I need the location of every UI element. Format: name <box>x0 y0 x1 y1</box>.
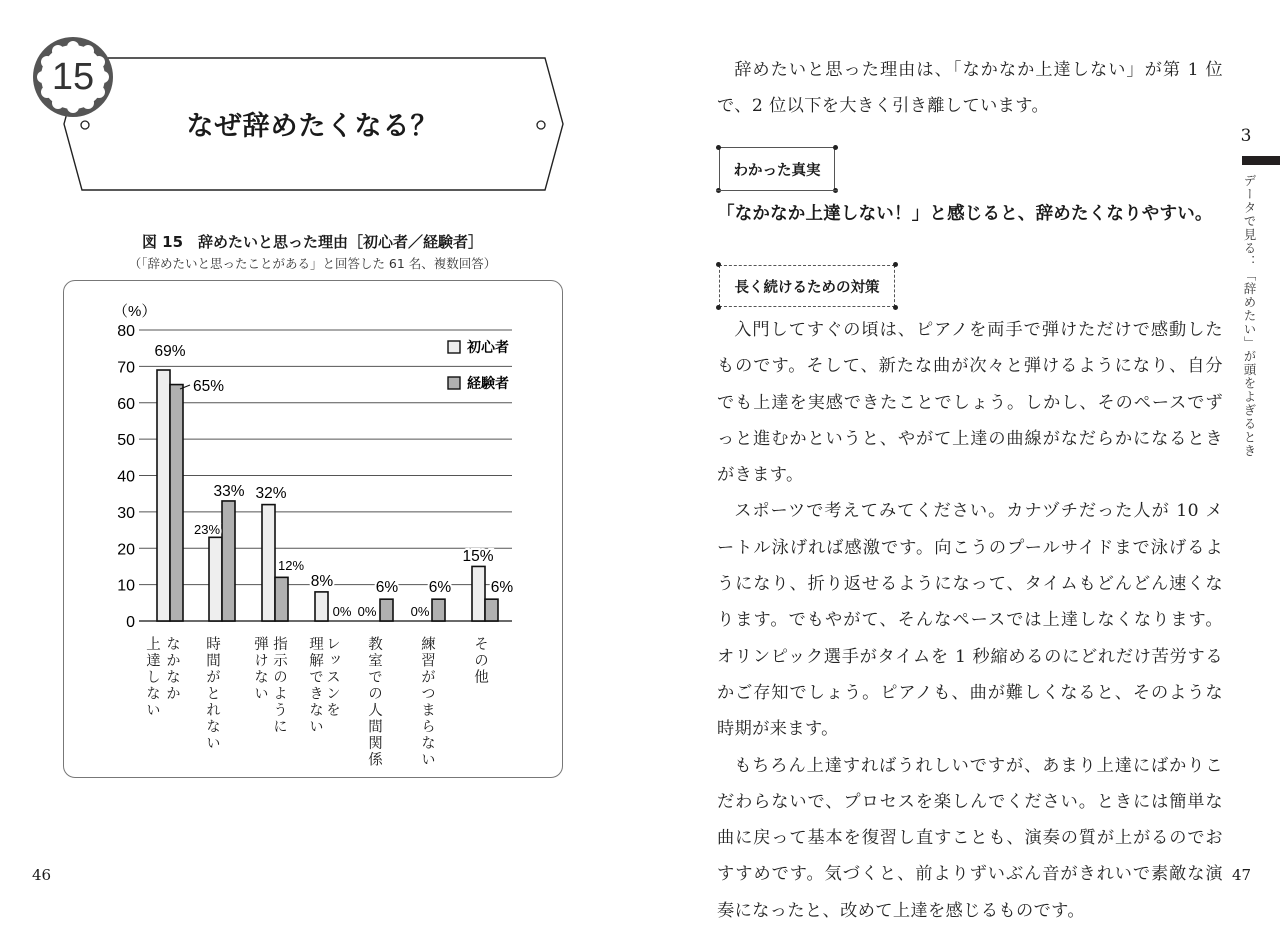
value-label: 23% <box>193 522 221 537</box>
body-paragraphs <box>717 312 1223 929</box>
value-label: 65% <box>193 378 225 395</box>
value-label: 0% <box>410 604 430 619</box>
legend-label: 経験者 <box>467 376 509 392</box>
bar <box>432 599 445 621</box>
y-tick-label: 80 <box>117 323 135 340</box>
bar <box>380 599 393 621</box>
bar <box>222 501 235 621</box>
value-label: 8% <box>310 573 334 590</box>
chapter-number: 3 <box>1240 126 1252 146</box>
y-tick-label: 70 <box>117 359 135 377</box>
truth-statement: 「なかなか上達しない！」と感じると、辞めたくなりやすい。 <box>717 204 1213 224</box>
value-label: 12% <box>277 558 305 573</box>
legend-swatch <box>448 341 460 353</box>
legend-swatch <box>448 377 460 389</box>
x-category-label: 練習がつまらない <box>419 636 435 768</box>
measures-label-box <box>719 265 895 307</box>
y-tick-label: 30 <box>117 504 135 522</box>
y-tick-label: 0 <box>126 614 135 631</box>
x-category-label: なかなか <box>164 636 180 702</box>
x-category-label: その他 <box>472 636 488 686</box>
section-number: 15 <box>51 55 95 98</box>
truth-label: わかった真実 <box>733 162 821 179</box>
x-category-label: 上達しない <box>144 636 160 719</box>
x-category-label: 弾けない <box>252 636 268 702</box>
intro-paragraph: 辞めたいと思った理由は、「なかなか上達しない」が第 1 位で、2 位以下を大きく引き離しています。 <box>717 60 1223 117</box>
y-tick-label: 10 <box>117 577 135 595</box>
y-axis-unit: （%） <box>113 303 157 320</box>
chapter-tab-bar <box>1242 156 1280 165</box>
value-label: 69% <box>154 343 186 360</box>
bar <box>157 370 170 621</box>
value-label: 6% <box>490 579 514 596</box>
measures-label: 長く続けるための対策 <box>734 279 880 296</box>
bar <box>315 592 328 621</box>
x-category-label: 時間がとれない <box>204 636 220 752</box>
paragraph: 入門してすぐの頃は、ピアノを両手で弾けただけで感動したものです。そして、新たな曲が次々と弾けるようになり、自分でも上達を実感できたことでしょう。しかし、そのペースでずっと進むかというと、やがて上達の曲線がなだらかになるときがきます。 <box>717 320 1223 486</box>
y-tick-label: 50 <box>117 432 135 450</box>
value-label: 6% <box>428 579 452 596</box>
value-label: 0% <box>357 604 377 619</box>
bar <box>275 577 288 621</box>
x-category-label: レッスンを <box>324 636 340 719</box>
x-category-label: 教室での人間関係 <box>366 636 382 768</box>
chapter-title: データで見る：「辞めたい」が頭をよぎるとき <box>1242 174 1257 458</box>
truth-label-box <box>719 148 835 190</box>
bar <box>209 537 222 621</box>
page-number-left: 46 <box>32 866 52 884</box>
bar <box>170 385 183 621</box>
figure-title: 図 15 辞めたいと思った理由［初心者／経験者］ <box>141 233 484 251</box>
value-label: 32% <box>255 485 287 502</box>
paragraph: スポーツで考えてみてください。カナヅチだった人が 10 メートル泳げれば感激です。向こうのプールサイドまで泳げるようになり、折り返せるようになって、タイムもどんどん速くなります。でもやがて、そんなペースでは上達しなくなります。オリンピック選手がタイムを 1 秒縮めるのにどれだけ苦労するかご存知でしょう。ピアノも、曲が難しくなると、そのような時期が来ます。 <box>717 501 1223 740</box>
value-label: 6% <box>375 579 399 596</box>
value-label: 33% <box>213 483 245 500</box>
figure-subtitle: （「辞めたいと思ったことがある」と回答した 61 名、複数回答） <box>128 256 497 271</box>
page-number-right: 47 <box>1232 866 1252 884</box>
value-label: 0% <box>332 604 352 619</box>
x-category-label: 理解できない <box>307 636 323 735</box>
y-tick-label: 40 <box>117 468 135 486</box>
y-tick-label: 20 <box>117 541 135 559</box>
page-title: なぜ辞めたくなる？ <box>186 111 439 142</box>
legend-label: 初心者 <box>467 340 509 356</box>
bar <box>472 566 485 621</box>
x-category-label: 指示のように <box>271 636 287 735</box>
value-label: 15% <box>462 548 494 565</box>
bar <box>485 599 498 621</box>
y-tick-label: 60 <box>117 395 135 413</box>
paragraph: もちろん上達すればうれしいですが、あまり上達にばかりこだわらないで、プロセスを楽しんでください。ときには簡単な曲に戻って基本を復習し直すことも、演奏の質が上がるのでおすすめです。気づくと、前よりずいぶん音がきれいで素敵な演奏になったと、改めて上達を感じるものです。 <box>717 755 1223 921</box>
bar <box>262 505 275 621</box>
